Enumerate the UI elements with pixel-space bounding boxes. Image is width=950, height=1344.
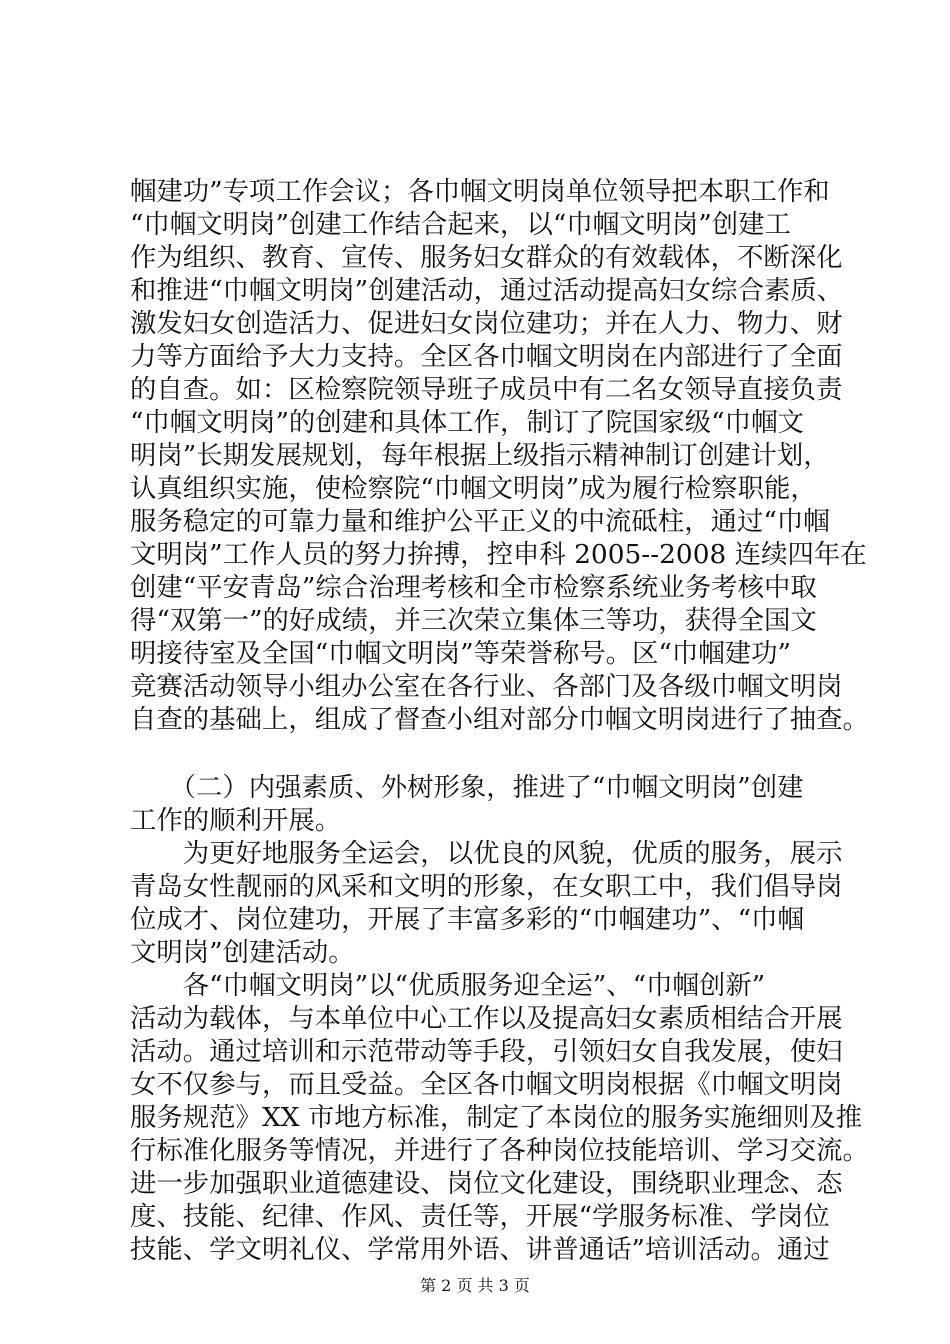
text-line: 活动。通过培训和示范带动等手段，引领妇女自我发展，使妇	[130, 1036, 843, 1067]
section-heading-line: （二）内强素质、外树形象，推进了“巾帼文明岗”创建	[130, 772, 804, 803]
text-line: 位成才、岗位建功，开展了丰富多彩的“巾帼建功”、“巾帼	[130, 904, 804, 935]
text-line: 明岗”长期发展规划，每年根据上级指示精神制订创建计划，	[130, 440, 830, 471]
text-line: 青岛女性靓丽的风采和文明的形象，在女职工中，我们倡导岗	[130, 871, 843, 902]
text-line: 自查的基础上，组成了督查小组对部分巾帼文明岗进行了抽查。	[130, 704, 869, 735]
text-line: 创建“平安青岛”综合治理考核和全市检察系统业务考核中取	[130, 572, 817, 603]
text-line: 和推进“巾帼文明岗”创建活动，通过活动提高妇女综合素质、	[130, 275, 844, 306]
text-line: 激发妇女创造活力、促进妇女岗位建功；并在人力、物力、财	[130, 308, 843, 339]
text-line: 文明岗”创建活动。	[130, 937, 355, 968]
text-line: 女不仅参与，而且受益。全区各巾帼文明岗根据《巾帼文明岗	[130, 1069, 843, 1100]
text-line: 明接待室及全国“巾帼文明岗”等荣誉称号。区“巾帼建功”	[130, 638, 791, 669]
text-line: “巾帼文明岗”的创建和具体工作，制订了院国家级“巾帼文	[130, 407, 804, 438]
text-line: 竞赛活动领导小组办公室在各行业、各部门及各级巾帼文明岗	[130, 671, 843, 702]
text-line: 技能、学文明礼仪、学常用外语、讲普通话”培训活动。通过	[130, 1234, 830, 1265]
text-line: 得“双第一”的好成绩，并三次荣立集体三等功，获得全国文	[130, 605, 817, 636]
text-line: 各“巾帼文明岗”以“优质服务迎全运”、“巾帼创新”	[130, 970, 766, 1001]
text-line: 进一步加强职业道德建设、岗位文化建设，围绕职业理念、态	[130, 1168, 843, 1199]
text-line: 的自查。如：区检察院领导班子成员中有二名女领导直接负责	[130, 374, 843, 405]
page-number: 第 2 页 共 3 页	[420, 1276, 530, 1295]
text-line: 为更好地服务全运会，以优良的风貌，优质的服务，展示	[130, 838, 843, 869]
text-line: 作为组织、教育、宣传、服务妇女群众的有效载体，不断深化	[130, 242, 843, 273]
section-heading-line: 工作的顺利开展。	[130, 805, 342, 836]
text-line: 活动为载体，与本单位中心工作以及提高妇女素质相结合开展	[130, 1003, 843, 1034]
text-line: 认真组织实施，使检察院“巾帼文明岗”成为履行检察职能，	[130, 473, 817, 504]
text-line: 服务稳定的可靠力量和维护公平正义的中流砥柱，通过“巾帼	[130, 506, 830, 537]
text-line: 文明岗”工作人员的努力拚搏，控申科 2005--2008 连续四年在	[130, 539, 867, 570]
text-line: 力等方面给予大力支持。全区各巾帼文明岗在内部进行了全面	[130, 341, 843, 372]
text-line: 服务规范》XX 市地方标准，制定了本岗位的服务实施细则及推	[130, 1102, 863, 1133]
text-line: 行标准化服务等情况，并进行了各种岗位技能培训、学习交流。	[130, 1135, 869, 1166]
text-line: 度、技能、纪律、作风、责任等，开展“学服务标准、学岗位	[130, 1201, 830, 1232]
text-line: “巾帼文明岗”创建工作结合起来，以“巾帼文明岗”创建工	[130, 209, 791, 240]
text-line: 帼建功”专项工作会议；各巾帼文明岗单位领导把本职工作和	[130, 176, 830, 207]
